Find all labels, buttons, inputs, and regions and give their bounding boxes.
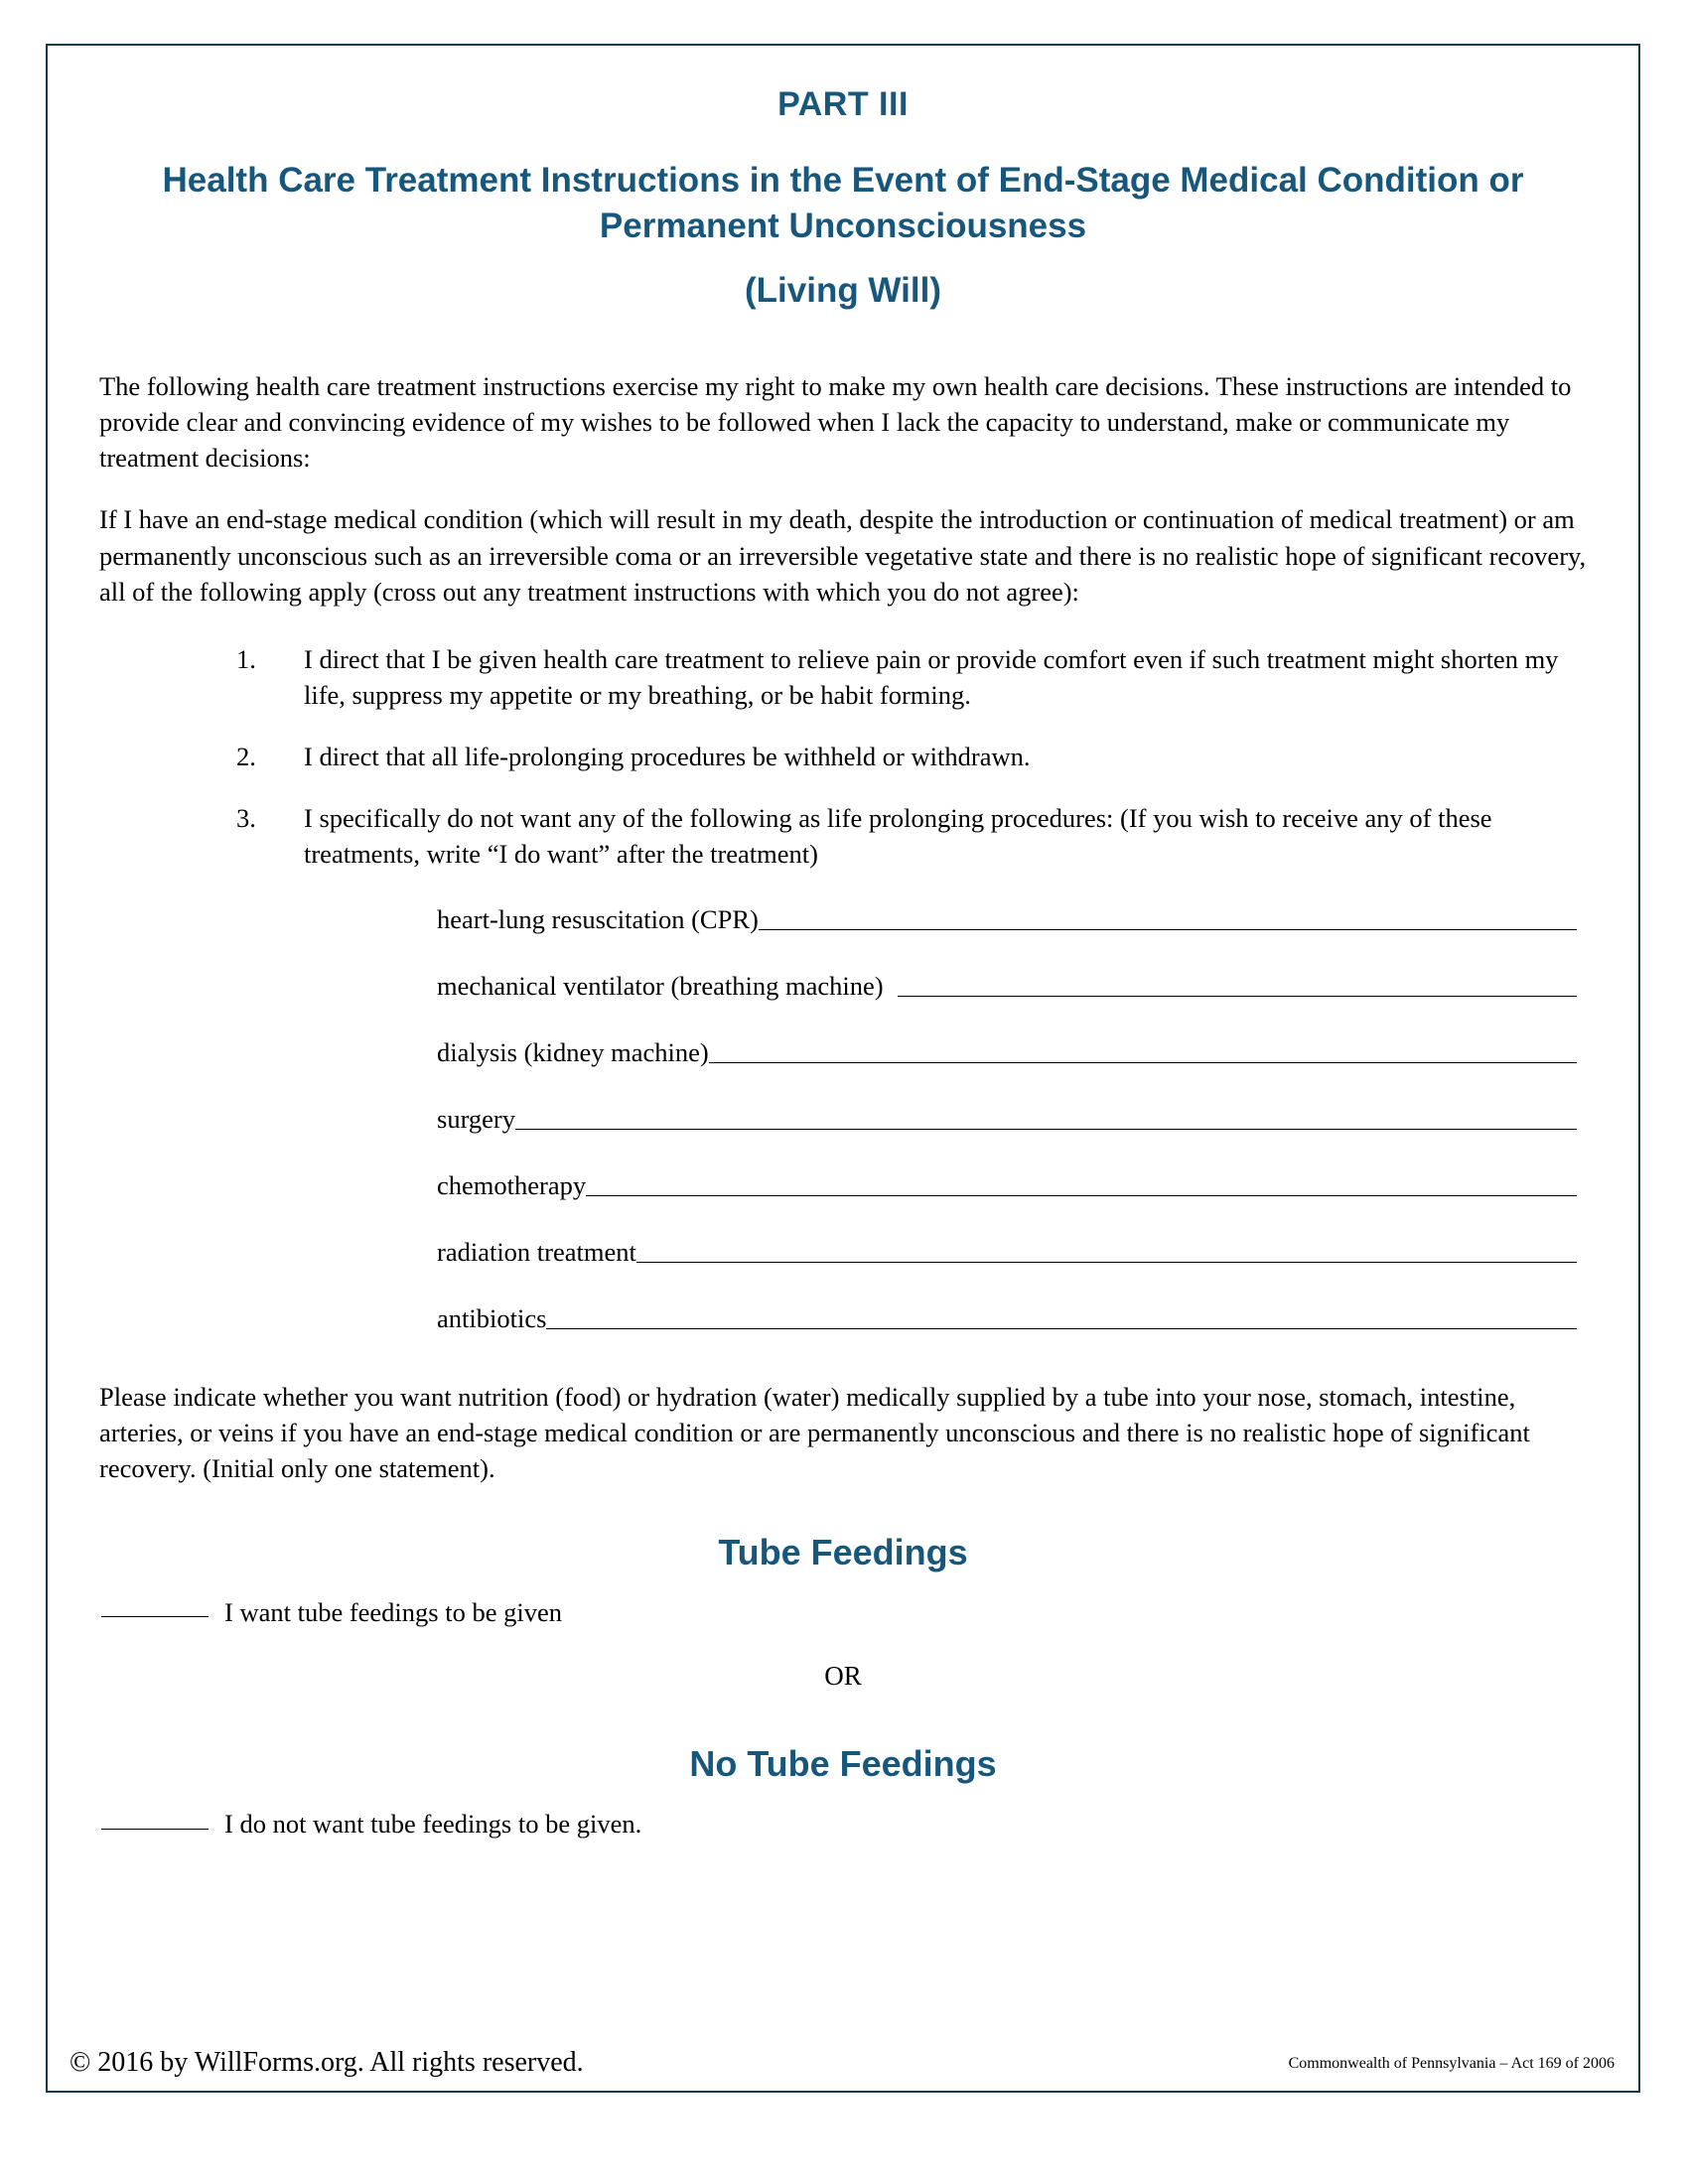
treatment-label: chemotherapy [437, 1170, 587, 1201]
tube-feedings-yes-label: I want tube feedings to be given [224, 1596, 562, 1627]
tube-feedings-no-section [99, 1692, 1587, 1838]
treatment-row-ventilator [437, 962, 1577, 1002]
treatment-label: radiation treatment [437, 1237, 636, 1268]
list-item [236, 800, 1569, 872]
page-subtitle: (Living Will) [745, 271, 941, 311]
treatment-options-list [99, 872, 1587, 1334]
treatment-row-dialysis [437, 1028, 1577, 1068]
list-item [236, 641, 1569, 713]
treatment-write-in-line[interactable] [709, 1061, 1577, 1063]
tube-feedings-heading: Tube Feedings [718, 1531, 968, 1572]
page-title: Health Care Treatment Instructions in the Event of End-Stage Medical Condition or Permanent Unconsciousness [162, 161, 1524, 246]
document-page [46, 44, 1640, 2093]
treatment-write-in-line[interactable] [898, 995, 1577, 997]
directive-text: I direct that I be given health care treatment to relieve pain or provide comfort even if such treatment might shorten my life, suppress my appetite or my breathing, or be habit forming. [304, 643, 1559, 710]
treatment-row-chemotherapy [437, 1161, 1577, 1201]
treatment-write-in-line[interactable] [636, 1261, 1577, 1263]
treatment-row-radiation [437, 1228, 1577, 1268]
tube-feedings-yes-choice [99, 1573, 1587, 1626]
directive-number: 2. [236, 741, 256, 771]
part-label: PART III [777, 85, 909, 123]
directive-number: 1. [236, 643, 256, 674]
treatment-row-surgery [437, 1095, 1577, 1135]
condition-paragraph: If I have an end-stage medical condition (which will result in my death, despite the introduction or continuation of medical treatment) or am permanently unconscious such as an irreversible coma or an irreversible vegetative state and there is no realistic hope of significant recovery, all of the following apply (cross out any treatment instructions with which you do not agree): [99, 504, 1587, 607]
or-separator: OR [824, 1661, 862, 1692]
treatment-write-in-line[interactable] [546, 1327, 1577, 1329]
initials-line-yes[interactable] [101, 1615, 209, 1617]
directive-number: 3. [236, 802, 256, 833]
treatment-write-in-line[interactable] [586, 1194, 1577, 1196]
page-content [48, 46, 1638, 2091]
initials-line-no[interactable] [101, 1828, 209, 1830]
treatment-write-in-line[interactable] [515, 1128, 1577, 1130]
treatment-label: dialysis (kidney machine) [437, 1037, 709, 1068]
tube-feedings-no-choice [99, 1785, 1587, 1838]
nutrition-paragraph: Please indicate whether you want nutrition (food) or hydration (water) medically supplied by a tube into your nose, stomach, intestine, arteries, or veins if you have an end-stage medical condition or are permanently unconscious and there is no realistic hope of significant recovery. (Initial only one statement). [99, 1381, 1530, 1483]
directive-text: I specifically do not want any of the following as life prolonging procedures: (If you wish to receive any of these treatments, write “I do want” after the treatment) [304, 802, 1492, 869]
statute-reference: Commonwealth of Pennsylvania – Act 169 of 2006 [1288, 2055, 1615, 2072]
treatment-label: mechanical ventilator (breathing machine) [437, 971, 884, 1002]
tube-feedings-no-label: I do not want tube feedings to be given. [224, 1809, 642, 1840]
treatment-row-antibiotics [437, 1295, 1577, 1334]
treatment-label: heart-lung resuscitation (CPR) [437, 904, 759, 935]
copyright-notice: © 2016 by WillForms.org. All rights reserved. [70, 2047, 584, 2078]
list-item [236, 739, 1569, 774]
intro-paragraph: The following health care treatment instructions exercise my right to make my own health care decisions. These instructions are intended to provide clear and convincing evidence of my wishes to be followed when I lack the capacity to understand, make or communicate my treatment decisions: [99, 371, 1572, 474]
page-footer [48, 2049, 1638, 2077]
directive-text: I direct that all life-prolonging procedures be withheld or withdrawn. [304, 741, 1031, 771]
treatment-row-cpr [437, 895, 1577, 935]
treatment-label: surgery [437, 1104, 515, 1135]
tube-feedings-yes-section [99, 1486, 1587, 1693]
no-tube-feedings-heading: No Tube Feedings [689, 1743, 997, 1785]
directives-list [99, 610, 1587, 872]
treatment-write-in-line[interactable] [759, 928, 1577, 930]
treatment-label: antibiotics [437, 1303, 547, 1334]
